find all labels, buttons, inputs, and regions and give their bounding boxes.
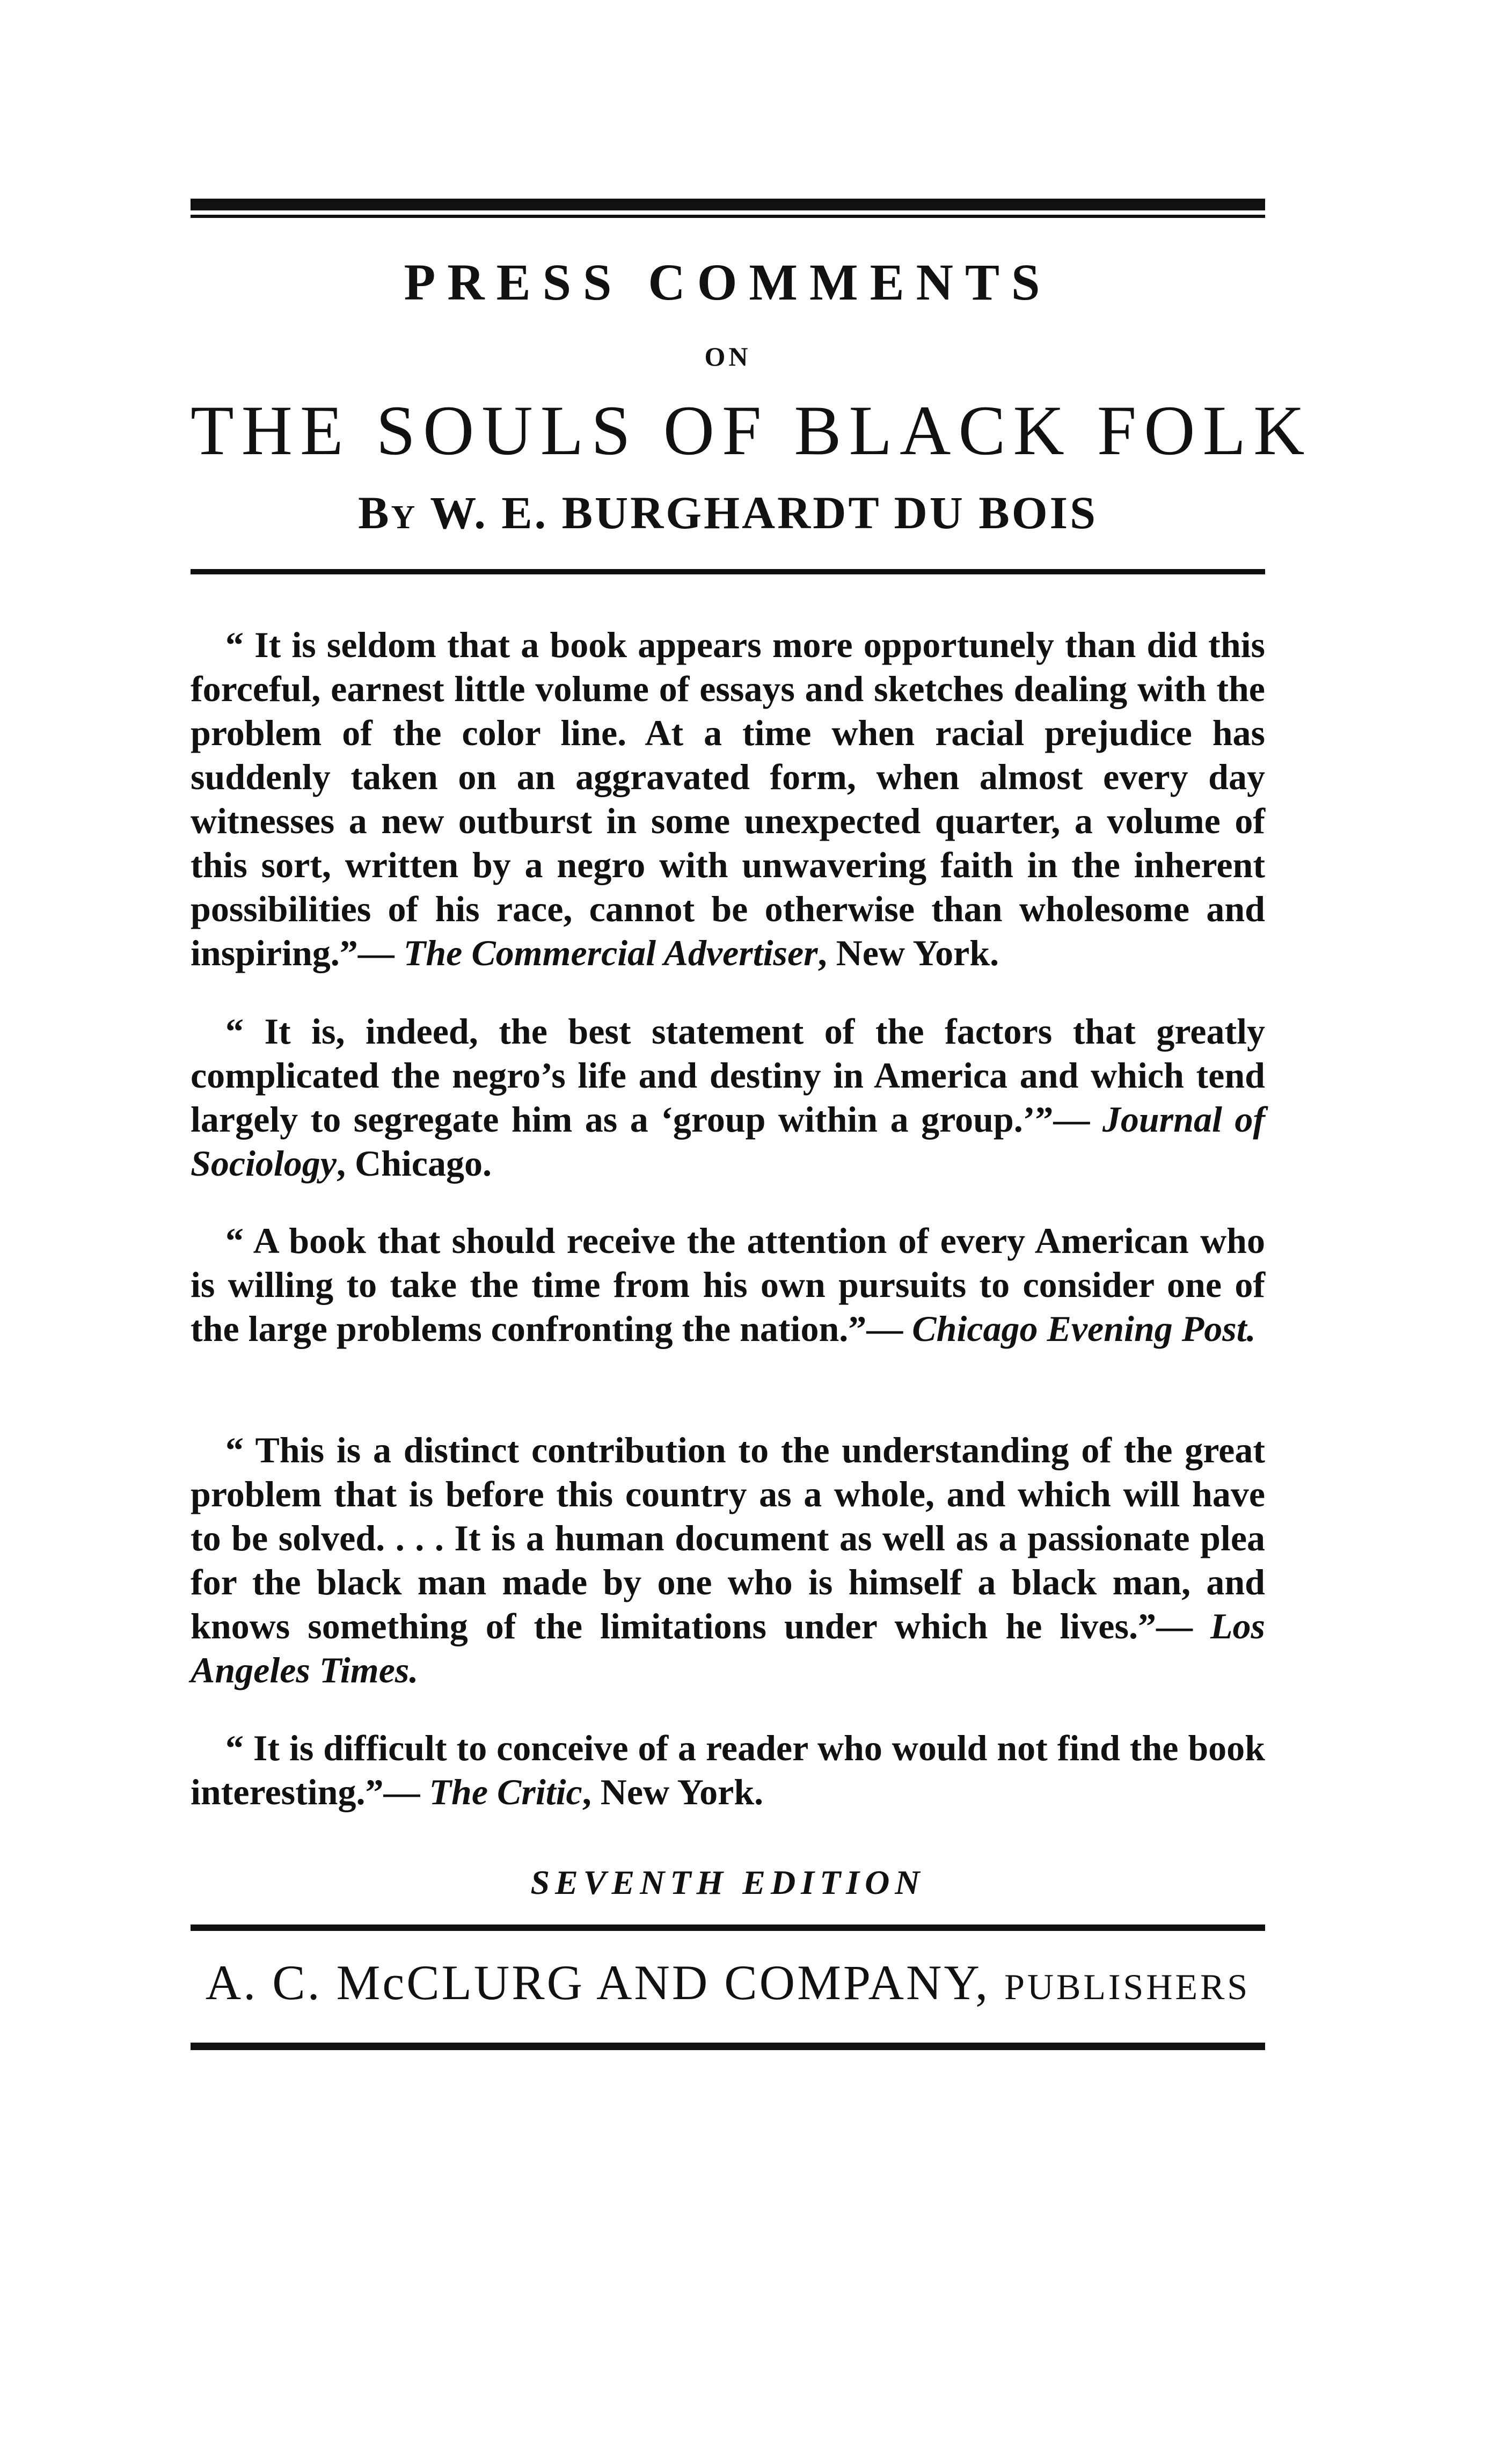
publisher-name: A. C. McCLURG AND COMPANY,	[205, 1955, 990, 2010]
quote-source-place: , New York.	[817, 932, 999, 973]
quote-journal-of-sociology	[191, 1009, 1265, 1185]
top-rule-thick	[191, 199, 1265, 210]
publisher-label: PUBLISHERS	[1004, 1966, 1251, 2007]
publisher-line	[191, 1954, 1265, 2011]
heading-press-comments: PRESS COMMENTS	[404, 253, 1052, 311]
quote-text: “ It is, indeed, the best statement of the factors that greatly complicated the negro’s life and destiny in America and which tend largely to segregate him as a ‘group within a group.’”—	[191, 1011, 1265, 1140]
book-title: THE SOULS OF BLACK FOLK	[191, 391, 1312, 470]
footer-rule-top	[191, 1924, 1265, 1931]
edition-label: SEVENTH EDITION	[530, 1863, 925, 1901]
author-name: W. E. BURGHARDT DU BOIS	[430, 487, 1098, 538]
quote-source: The Commercial Advertiser	[403, 932, 818, 973]
quote-source: Los Angeles Times.	[191, 1606, 1265, 1690]
quote-los-angeles-times	[191, 1428, 1265, 1692]
quote-source: Chicago Evening Post.	[912, 1308, 1256, 1349]
byline-prefix-b: B	[358, 487, 391, 538]
quote-source-place: , New York.	[582, 1772, 764, 1812]
quote-text: “ A book that should receive the attention of every American who is willing to take the time from his own pursuits to consider one of the large problems confronting the nation.”—	[191, 1220, 1265, 1349]
quote-the-critic	[191, 1726, 1265, 1814]
quote-text: “ It is seldom that a book appears more opportunely than did this forceful, earnest little volume of essays and sketches dealing with the problem of the color line. At a time when racial prejudice has suddenly taken on an aggravated form, when almost every day witnesses a new outburst in some unexpected quarter, a volume of this sort, written by a negro with unwavering faith in the inherent possibilities of his race, cannot be otherwise than wholesome and inspiring.”—	[191, 624, 1265, 973]
quote-commercial-advertiser	[191, 623, 1265, 975]
top-rule-thin	[191, 215, 1265, 218]
quote-chicago-evening-post	[191, 1219, 1265, 1351]
heading-on: ON	[704, 341, 751, 371]
author-byline	[191, 486, 1265, 540]
quote-text: “ This is a distinct contribution to the understanding of the great problem that is before this country as a whole, and which will have to be solved. . . . It is a human document as well as a passionate plea for the black man made by one who is himself a black man, and knows something of the limitations under which he lives.”—	[191, 1430, 1265, 1646]
quote-source: Journal of Sociology	[191, 1099, 1265, 1184]
footer-rule-bottom	[191, 2043, 1265, 2050]
byline-prefix-y: Y	[391, 499, 418, 536]
quote-source-place: , Chicago.	[336, 1143, 492, 1184]
header-divider-rule	[191, 569, 1265, 574]
quote-source: The Critic	[429, 1772, 582, 1812]
quote-text: “ It is difficult to conceive of a reader who would not find the book interesting.”—	[191, 1727, 1265, 1812]
